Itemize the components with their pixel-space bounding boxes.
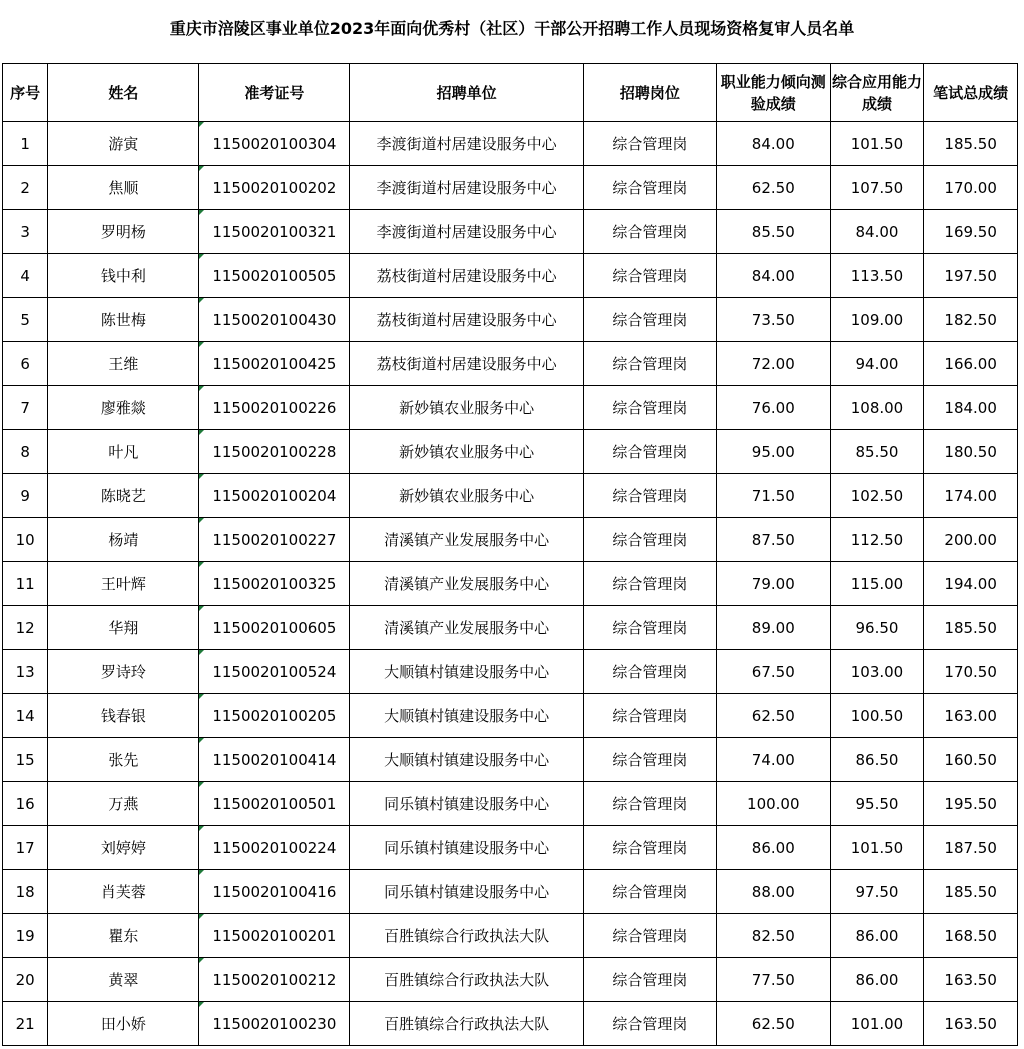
- cell-recruiting-unit: 大顺镇村镇建设服务中心: [350, 694, 584, 738]
- cell-application-score: 97.50: [830, 870, 924, 914]
- cell-comment-flag-icon: [199, 606, 204, 611]
- cell-name: 廖雅燚: [48, 386, 199, 430]
- cell-ticket-text: 1150020100325: [212, 574, 337, 593]
- table-row: [3, 386, 1018, 430]
- cell-comment-flag-icon: [199, 1002, 204, 1007]
- cell-ticket-number: [199, 342, 350, 386]
- cell-position: 综合管理岗: [583, 694, 716, 738]
- cell-aptitude-score: 76.00: [716, 386, 830, 430]
- cell-seq: 17: [3, 826, 48, 870]
- cell-application-score: 109.00: [830, 298, 924, 342]
- cell-ticket-text: 1150020100505: [212, 266, 337, 285]
- cell-position: 综合管理岗: [583, 826, 716, 870]
- cell-recruiting-unit: 新妙镇农业服务中心: [350, 474, 584, 518]
- cell-total-score: 163.50: [924, 1002, 1018, 1046]
- cell-recruiting-unit: 新妙镇农业服务中心: [350, 430, 584, 474]
- cell-name: 张先: [48, 738, 199, 782]
- cell-name: 王维: [48, 342, 199, 386]
- cell-seq: 4: [3, 254, 48, 298]
- cell-application-score: 95.50: [830, 782, 924, 826]
- cell-ticket-number: [199, 386, 350, 430]
- cell-ticket-number: [199, 122, 350, 166]
- cell-application-score: 86.00: [830, 958, 924, 1002]
- cell-seq: 2: [3, 166, 48, 210]
- cell-application-score: 94.00: [830, 342, 924, 386]
- cell-name: 刘婷婷: [48, 826, 199, 870]
- cell-seq: 14: [3, 694, 48, 738]
- cell-ticket-number: [199, 518, 350, 562]
- cell-position: 综合管理岗: [583, 606, 716, 650]
- cell-application-score: 102.50: [830, 474, 924, 518]
- cell-ticket-number: [199, 738, 350, 782]
- cell-name: 王叶辉: [48, 562, 199, 606]
- header-ticket-number: 准考证号: [199, 64, 350, 122]
- cell-position: 综合管理岗: [583, 782, 716, 826]
- table-row: [3, 518, 1018, 562]
- cell-recruiting-unit: 同乐镇村镇建设服务中心: [350, 782, 584, 826]
- cell-comment-flag-icon: [199, 122, 204, 127]
- page-title: 重庆市涪陵区事业单位2023年面向优秀村（社区）干部公开招聘工作人员现场资格复审人员名单: [169, 19, 855, 38]
- cell-aptitude-score: 72.00: [716, 342, 830, 386]
- cell-ticket-text: 1150020100605: [212, 618, 337, 637]
- cell-name: 游寅: [48, 122, 199, 166]
- cell-position: 综合管理岗: [583, 870, 716, 914]
- cell-recruiting-unit: 同乐镇村镇建设服务中心: [350, 870, 584, 914]
- cell-aptitude-score: 87.50: [716, 518, 830, 562]
- cell-application-score: 86.00: [830, 914, 924, 958]
- table-row: [3, 122, 1018, 166]
- cell-aptitude-score: 88.00: [716, 870, 830, 914]
- cell-ticket-text: 1150020100226: [212, 398, 337, 417]
- cell-position: 综合管理岗: [583, 1002, 716, 1046]
- header-position: 招聘岗位: [583, 64, 716, 122]
- table-header-row: [3, 64, 1018, 122]
- cell-total-score: 185.50: [924, 606, 1018, 650]
- cell-seq: 15: [3, 738, 48, 782]
- cell-recruiting-unit: 荔枝街道村居建设服务中心: [350, 298, 584, 342]
- cell-position: 综合管理岗: [583, 650, 716, 694]
- table-row: [3, 298, 1018, 342]
- table-row: [3, 474, 1018, 518]
- cell-total-score: 174.00: [924, 474, 1018, 518]
- cell-ticket-number: [199, 782, 350, 826]
- header-name: 姓名: [48, 64, 199, 122]
- table-row: [3, 738, 1018, 782]
- cell-ticket-number: [199, 254, 350, 298]
- cell-name: 罗明杨: [48, 210, 199, 254]
- cell-recruiting-unit: 李渡街道村居建设服务中心: [350, 210, 584, 254]
- cell-recruiting-unit: 新妙镇农业服务中心: [350, 386, 584, 430]
- cell-name: 瞿东: [48, 914, 199, 958]
- cell-comment-flag-icon: [199, 914, 204, 919]
- cell-application-score: 107.50: [830, 166, 924, 210]
- cell-aptitude-score: 82.50: [716, 914, 830, 958]
- table-row: [3, 826, 1018, 870]
- cell-application-score: 115.00: [830, 562, 924, 606]
- cell-seq: 18: [3, 870, 48, 914]
- header-seq: 序号: [3, 64, 48, 122]
- cell-seq: 8: [3, 430, 48, 474]
- cell-position: 综合管理岗: [583, 430, 716, 474]
- cell-ticket-number: [199, 958, 350, 1002]
- cell-aptitude-score: 89.00: [716, 606, 830, 650]
- cell-name: 万燕: [48, 782, 199, 826]
- cell-seq: 11: [3, 562, 48, 606]
- cell-position: 综合管理岗: [583, 474, 716, 518]
- cell-name: 杨靖: [48, 518, 199, 562]
- cell-total-score: 163.50: [924, 958, 1018, 1002]
- table-row: [3, 210, 1018, 254]
- header-total-score: 笔试总成绩: [924, 64, 1018, 122]
- cell-application-score: 100.50: [830, 694, 924, 738]
- cell-application-score: 103.00: [830, 650, 924, 694]
- cell-seq: 16: [3, 782, 48, 826]
- cell-application-score: 86.50: [830, 738, 924, 782]
- cell-total-score: 184.00: [924, 386, 1018, 430]
- cell-total-score: 182.50: [924, 298, 1018, 342]
- cell-seq: 10: [3, 518, 48, 562]
- cell-recruiting-unit: 清溪镇产业发展服务中心: [350, 606, 584, 650]
- cell-position: 综合管理岗: [583, 166, 716, 210]
- cell-ticket-text: 1150020100204: [212, 486, 337, 505]
- cell-comment-flag-icon: [199, 650, 204, 655]
- table-body: [3, 122, 1018, 1046]
- cell-total-score: 185.50: [924, 870, 1018, 914]
- cell-recruiting-unit: 荔枝街道村居建设服务中心: [350, 342, 584, 386]
- cell-name: 钱春银: [48, 694, 199, 738]
- cell-position: 综合管理岗: [583, 122, 716, 166]
- cell-position: 综合管理岗: [583, 210, 716, 254]
- cell-position: 综合管理岗: [583, 342, 716, 386]
- cell-name: 叶凡: [48, 430, 199, 474]
- cell-ticket-text: 1150020100524: [212, 662, 337, 681]
- cell-name: 肖芙蓉: [48, 870, 199, 914]
- cell-application-score: 85.50: [830, 430, 924, 474]
- cell-ticket-number: [199, 166, 350, 210]
- header-recruiting-unit: 招聘单位: [350, 64, 584, 122]
- cell-total-score: 185.50: [924, 122, 1018, 166]
- cell-name: 焦顺: [48, 166, 199, 210]
- cell-ticket-number: [199, 1002, 350, 1046]
- cell-aptitude-score: 100.00: [716, 782, 830, 826]
- cell-aptitude-score: 77.50: [716, 958, 830, 1002]
- cell-position: 综合管理岗: [583, 386, 716, 430]
- cell-total-score: 195.50: [924, 782, 1018, 826]
- table-row: [3, 782, 1018, 826]
- table-row: [3, 606, 1018, 650]
- cell-comment-flag-icon: [199, 430, 204, 435]
- table-row: [3, 1002, 1018, 1046]
- cell-ticket-text: 1150020100202: [212, 178, 337, 197]
- table-row: [3, 650, 1018, 694]
- cell-comment-flag-icon: [199, 870, 204, 875]
- cell-aptitude-score: 85.50: [716, 210, 830, 254]
- cell-recruiting-unit: 李渡街道村居建设服务中心: [350, 166, 584, 210]
- cell-total-score: 187.50: [924, 826, 1018, 870]
- cell-seq: 13: [3, 650, 48, 694]
- cell-total-score: 163.00: [924, 694, 1018, 738]
- cell-seq: 19: [3, 914, 48, 958]
- cell-comment-flag-icon: [199, 518, 204, 523]
- cell-ticket-number: [199, 562, 350, 606]
- cell-recruiting-unit: 大顺镇村镇建设服务中心: [350, 650, 584, 694]
- cell-ticket-text: 1150020100201: [212, 926, 337, 945]
- cell-ticket-text: 1150020100228: [212, 442, 337, 461]
- cell-name: 罗诗玲: [48, 650, 199, 694]
- table-row: [3, 254, 1018, 298]
- cell-seq: 20: [3, 958, 48, 1002]
- cell-recruiting-unit: 荔枝街道村居建设服务中心: [350, 254, 584, 298]
- cell-seq: 5: [3, 298, 48, 342]
- cell-application-score: 113.50: [830, 254, 924, 298]
- header-aptitude-score: 职业能力倾向测验成绩: [716, 64, 830, 122]
- cell-recruiting-unit: 百胜镇综合行政执法大队: [350, 958, 584, 1002]
- cell-recruiting-unit: 百胜镇综合行政执法大队: [350, 914, 584, 958]
- cell-ticket-text: 1150020100501: [212, 794, 337, 813]
- cell-seq: 6: [3, 342, 48, 386]
- cell-total-score: 166.00: [924, 342, 1018, 386]
- cell-comment-flag-icon: [199, 474, 204, 479]
- cell-seq: 7: [3, 386, 48, 430]
- table-row: [3, 342, 1018, 386]
- cell-ticket-number: [199, 914, 350, 958]
- cell-comment-flag-icon: [199, 738, 204, 743]
- cell-aptitude-score: 79.00: [716, 562, 830, 606]
- cell-application-score: 101.00: [830, 1002, 924, 1046]
- cell-recruiting-unit: 清溪镇产业发展服务中心: [350, 562, 584, 606]
- cell-comment-flag-icon: [199, 562, 204, 567]
- cell-comment-flag-icon: [199, 342, 204, 347]
- cell-comment-flag-icon: [199, 782, 204, 787]
- cell-ticket-number: [199, 430, 350, 474]
- cell-aptitude-score: 95.00: [716, 430, 830, 474]
- cell-application-score: 101.50: [830, 826, 924, 870]
- cell-total-score: 194.00: [924, 562, 1018, 606]
- candidate-table: [2, 63, 1018, 1046]
- cell-ticket-number: [199, 650, 350, 694]
- cell-application-score: 112.50: [830, 518, 924, 562]
- cell-ticket-text: 1150020100414: [212, 750, 337, 769]
- table-row: [3, 958, 1018, 1002]
- cell-ticket-number: [199, 210, 350, 254]
- cell-comment-flag-icon: [199, 958, 204, 963]
- cell-comment-flag-icon: [199, 210, 204, 215]
- table-row: [3, 694, 1018, 738]
- cell-name: 田小娇: [48, 1002, 199, 1046]
- cell-position: 综合管理岗: [583, 518, 716, 562]
- cell-total-score: 169.50: [924, 210, 1018, 254]
- cell-comment-flag-icon: [199, 826, 204, 831]
- table-row: [3, 870, 1018, 914]
- cell-aptitude-score: 86.00: [716, 826, 830, 870]
- cell-name: 钱中利: [48, 254, 199, 298]
- cell-aptitude-score: 67.50: [716, 650, 830, 694]
- table-row: [3, 430, 1018, 474]
- cell-seq: 3: [3, 210, 48, 254]
- cell-comment-flag-icon: [199, 694, 204, 699]
- cell-recruiting-unit: 清溪镇产业发展服务中心: [350, 518, 584, 562]
- cell-recruiting-unit: 同乐镇村镇建设服务中心: [350, 826, 584, 870]
- cell-total-score: 170.00: [924, 166, 1018, 210]
- cell-aptitude-score: 74.00: [716, 738, 830, 782]
- cell-ticket-text: 1150020100416: [212, 882, 337, 901]
- cell-aptitude-score: 73.50: [716, 298, 830, 342]
- cell-total-score: 200.00: [924, 518, 1018, 562]
- cell-aptitude-score: 62.50: [716, 694, 830, 738]
- cell-comment-flag-icon: [199, 386, 204, 391]
- cell-seq: 1: [3, 122, 48, 166]
- cell-position: 综合管理岗: [583, 958, 716, 1002]
- cell-ticket-number: [199, 870, 350, 914]
- cell-ticket-number: [199, 606, 350, 650]
- cell-position: 综合管理岗: [583, 914, 716, 958]
- table-row: [3, 914, 1018, 958]
- cell-ticket-number: [199, 826, 350, 870]
- cell-name: 陈世梅: [48, 298, 199, 342]
- cell-total-score: 197.50: [924, 254, 1018, 298]
- cell-comment-flag-icon: [199, 254, 204, 259]
- cell-aptitude-score: 62.50: [716, 1002, 830, 1046]
- cell-aptitude-score: 71.50: [716, 474, 830, 518]
- cell-ticket-text: 1150020100212: [212, 970, 337, 989]
- cell-ticket-text: 1150020100304: [212, 134, 337, 153]
- cell-seq: 9: [3, 474, 48, 518]
- cell-ticket-text: 1150020100227: [212, 530, 337, 549]
- cell-ticket-number: [199, 694, 350, 738]
- cell-ticket-number: [199, 298, 350, 342]
- cell-position: 综合管理岗: [583, 562, 716, 606]
- cell-comment-flag-icon: [199, 166, 204, 171]
- cell-recruiting-unit: 大顺镇村镇建设服务中心: [350, 738, 584, 782]
- cell-aptitude-score: 62.50: [716, 166, 830, 210]
- cell-ticket-text: 1150020100321: [212, 222, 337, 241]
- cell-ticket-text: 1150020100230: [212, 1014, 337, 1033]
- cell-seq: 21: [3, 1002, 48, 1046]
- cell-total-score: 160.50: [924, 738, 1018, 782]
- cell-position: 综合管理岗: [583, 254, 716, 298]
- cell-aptitude-score: 84.00: [716, 254, 830, 298]
- cell-position: 综合管理岗: [583, 738, 716, 782]
- cell-name: 陈晓艺: [48, 474, 199, 518]
- cell-application-score: 96.50: [830, 606, 924, 650]
- cell-comment-flag-icon: [199, 298, 204, 303]
- table-row: [3, 562, 1018, 606]
- cell-aptitude-score: 84.00: [716, 122, 830, 166]
- cell-position: 综合管理岗: [583, 298, 716, 342]
- cell-recruiting-unit: 李渡街道村居建设服务中心: [350, 122, 584, 166]
- cell-total-score: 180.50: [924, 430, 1018, 474]
- cell-application-score: 84.00: [830, 210, 924, 254]
- cell-total-score: 168.50: [924, 914, 1018, 958]
- cell-name: 华翔: [48, 606, 199, 650]
- cell-seq: 12: [3, 606, 48, 650]
- cell-ticket-text: 1150020100224: [212, 838, 337, 857]
- cell-ticket-number: [199, 474, 350, 518]
- cell-application-score: 108.00: [830, 386, 924, 430]
- cell-ticket-text: 1150020100430: [212, 310, 337, 329]
- cell-recruiting-unit: 百胜镇综合行政执法大队: [350, 1002, 584, 1046]
- cell-application-score: 101.50: [830, 122, 924, 166]
- cell-name: 黄翠: [48, 958, 199, 1002]
- table-row: [3, 166, 1018, 210]
- cell-ticket-text: 1150020100205: [212, 706, 337, 725]
- cell-total-score: 170.50: [924, 650, 1018, 694]
- header-application-score: 综合应用能力成绩: [830, 64, 924, 122]
- cell-ticket-text: 1150020100425: [212, 354, 337, 373]
